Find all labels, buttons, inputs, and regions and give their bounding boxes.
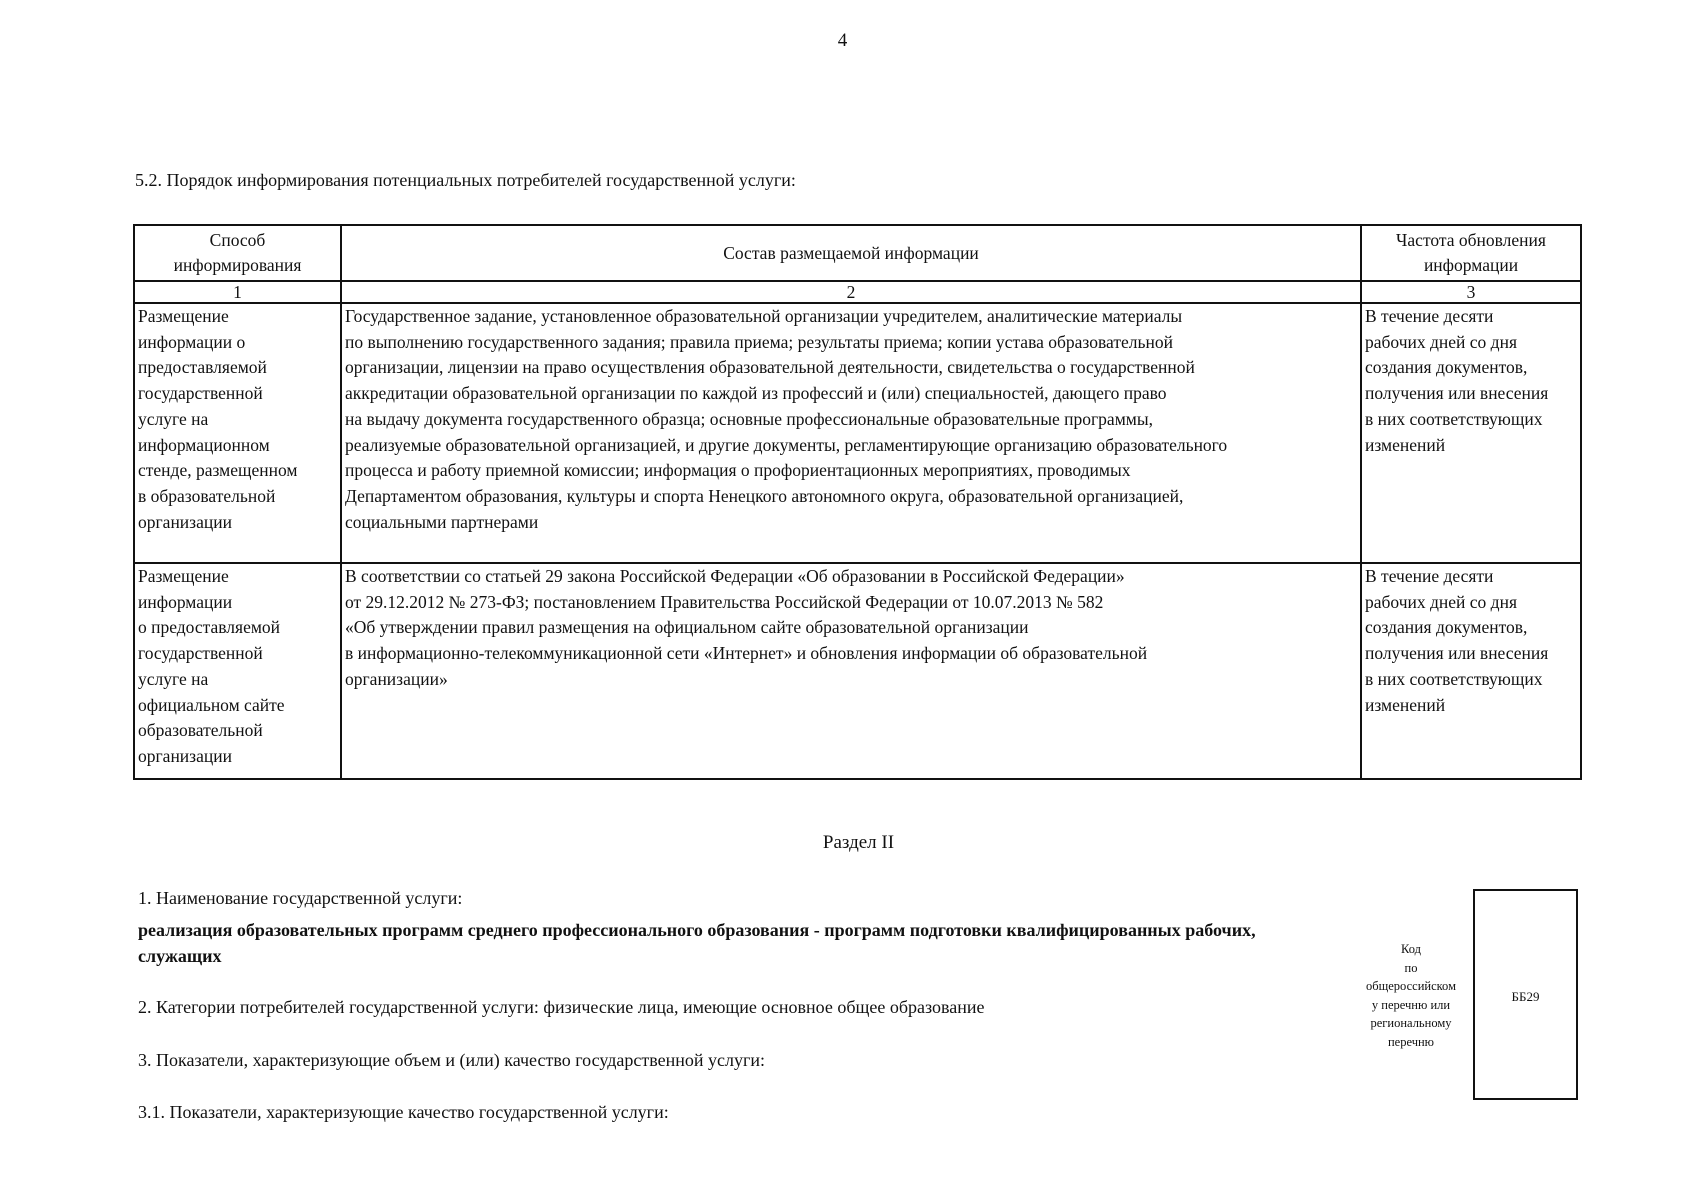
cell-frequency: В течение десяти рабочих дней со дня создания документов, получения или внесения в них соответствующих изменений <box>1361 303 1581 563</box>
code-value: ББ29 <box>1511 989 1540 1004</box>
table-row <box>134 303 1581 563</box>
page-number: 4 <box>837 30 848 51</box>
column-number-row <box>134 281 1581 303</box>
cell-content: В соответствии со статьей 29 закона Российской Федерации «Об образовании в Российской Федерации» от 29.12.2012 № 273-ФЗ; постановлением Правительства Российской Федерации от 10.07.2013 № 582 «Об утверждении правил размещения на официальном сайте образовательной организации в информационно-телекоммуникационной сети «Интернет» и обновления информации об образовательной организации» <box>341 563 1361 779</box>
cell-method: Размещение информации о предоставляемой государственной услуге на официальном сайте образовательной организации <box>134 563 341 779</box>
column-number: 2 <box>341 281 1361 303</box>
header-frequency: Частота обновления информации <box>1361 225 1581 281</box>
cell-frequency: В течение десяти рабочих дней со дня создания документов, получения или внесения в них соответствующих изменений <box>1361 563 1581 779</box>
table-header-row <box>134 225 1581 281</box>
service-name-label: 1. Наименование государственной услуги: <box>138 888 463 908</box>
column-number: 1 <box>134 281 341 303</box>
header-content: Состав размещаемой информации <box>341 225 1361 281</box>
quality-indicators-heading: 3.1. Показатели, характеризующие качество государственной услуги: <box>138 1102 669 1122</box>
code-box <box>1473 889 1578 1100</box>
cell-content: Государственное задание, установленное образовательной организации учредителем, аналитические материалы по выполнению государственного задания; правила приема; результаты приема; копии устава образовательной организации, лицензии на право осуществления образовательной деятельности, свидетельства о государственной аккредитации образовательной организации по каждой из профессий и (или) специальностей, дающего право на выдачу документа государственного образца; основные профессиональные образовательные программы, реализуемые образовательной организацией, и другие документы, регламентирующие организацию образовательного процесса и работу приемной комиссии; информация о профориентационных мероприятиях, проводимых Департаментом образования, культуры и спорта Ненецкого автономного округа, образовательной организацией, социальными партнерами <box>341 303 1361 563</box>
header-method: Способ информирования <box>134 225 341 281</box>
service-name: реализация образовательных программ среднего профессионального образования - программ подготовки квалифицированных рабочих, служащих <box>138 920 1256 966</box>
section-title: Раздел II <box>822 832 895 853</box>
section-5-2-heading: 5.2. Порядок информирования потенциальных потребителей государственной услуги: <box>135 170 796 190</box>
cell-method: Размещение информации о предоставляемой государственной услуге на информационном стенде, размещенном в образовательной организации <box>134 303 341 563</box>
informing-table <box>133 224 1582 780</box>
indicators-heading: 3. Показатели, характеризующие объем и (или) качество государственной услуги: <box>138 1050 765 1070</box>
column-number: 3 <box>1361 281 1581 303</box>
consumer-categories: 2. Категории потребителей государственной услуги: физические лица, имеющие основное общее образование <box>138 997 985 1017</box>
code-label: Код по общероссийском у перечню или региональному перечню <box>1366 942 1456 1049</box>
table-row <box>134 563 1581 779</box>
